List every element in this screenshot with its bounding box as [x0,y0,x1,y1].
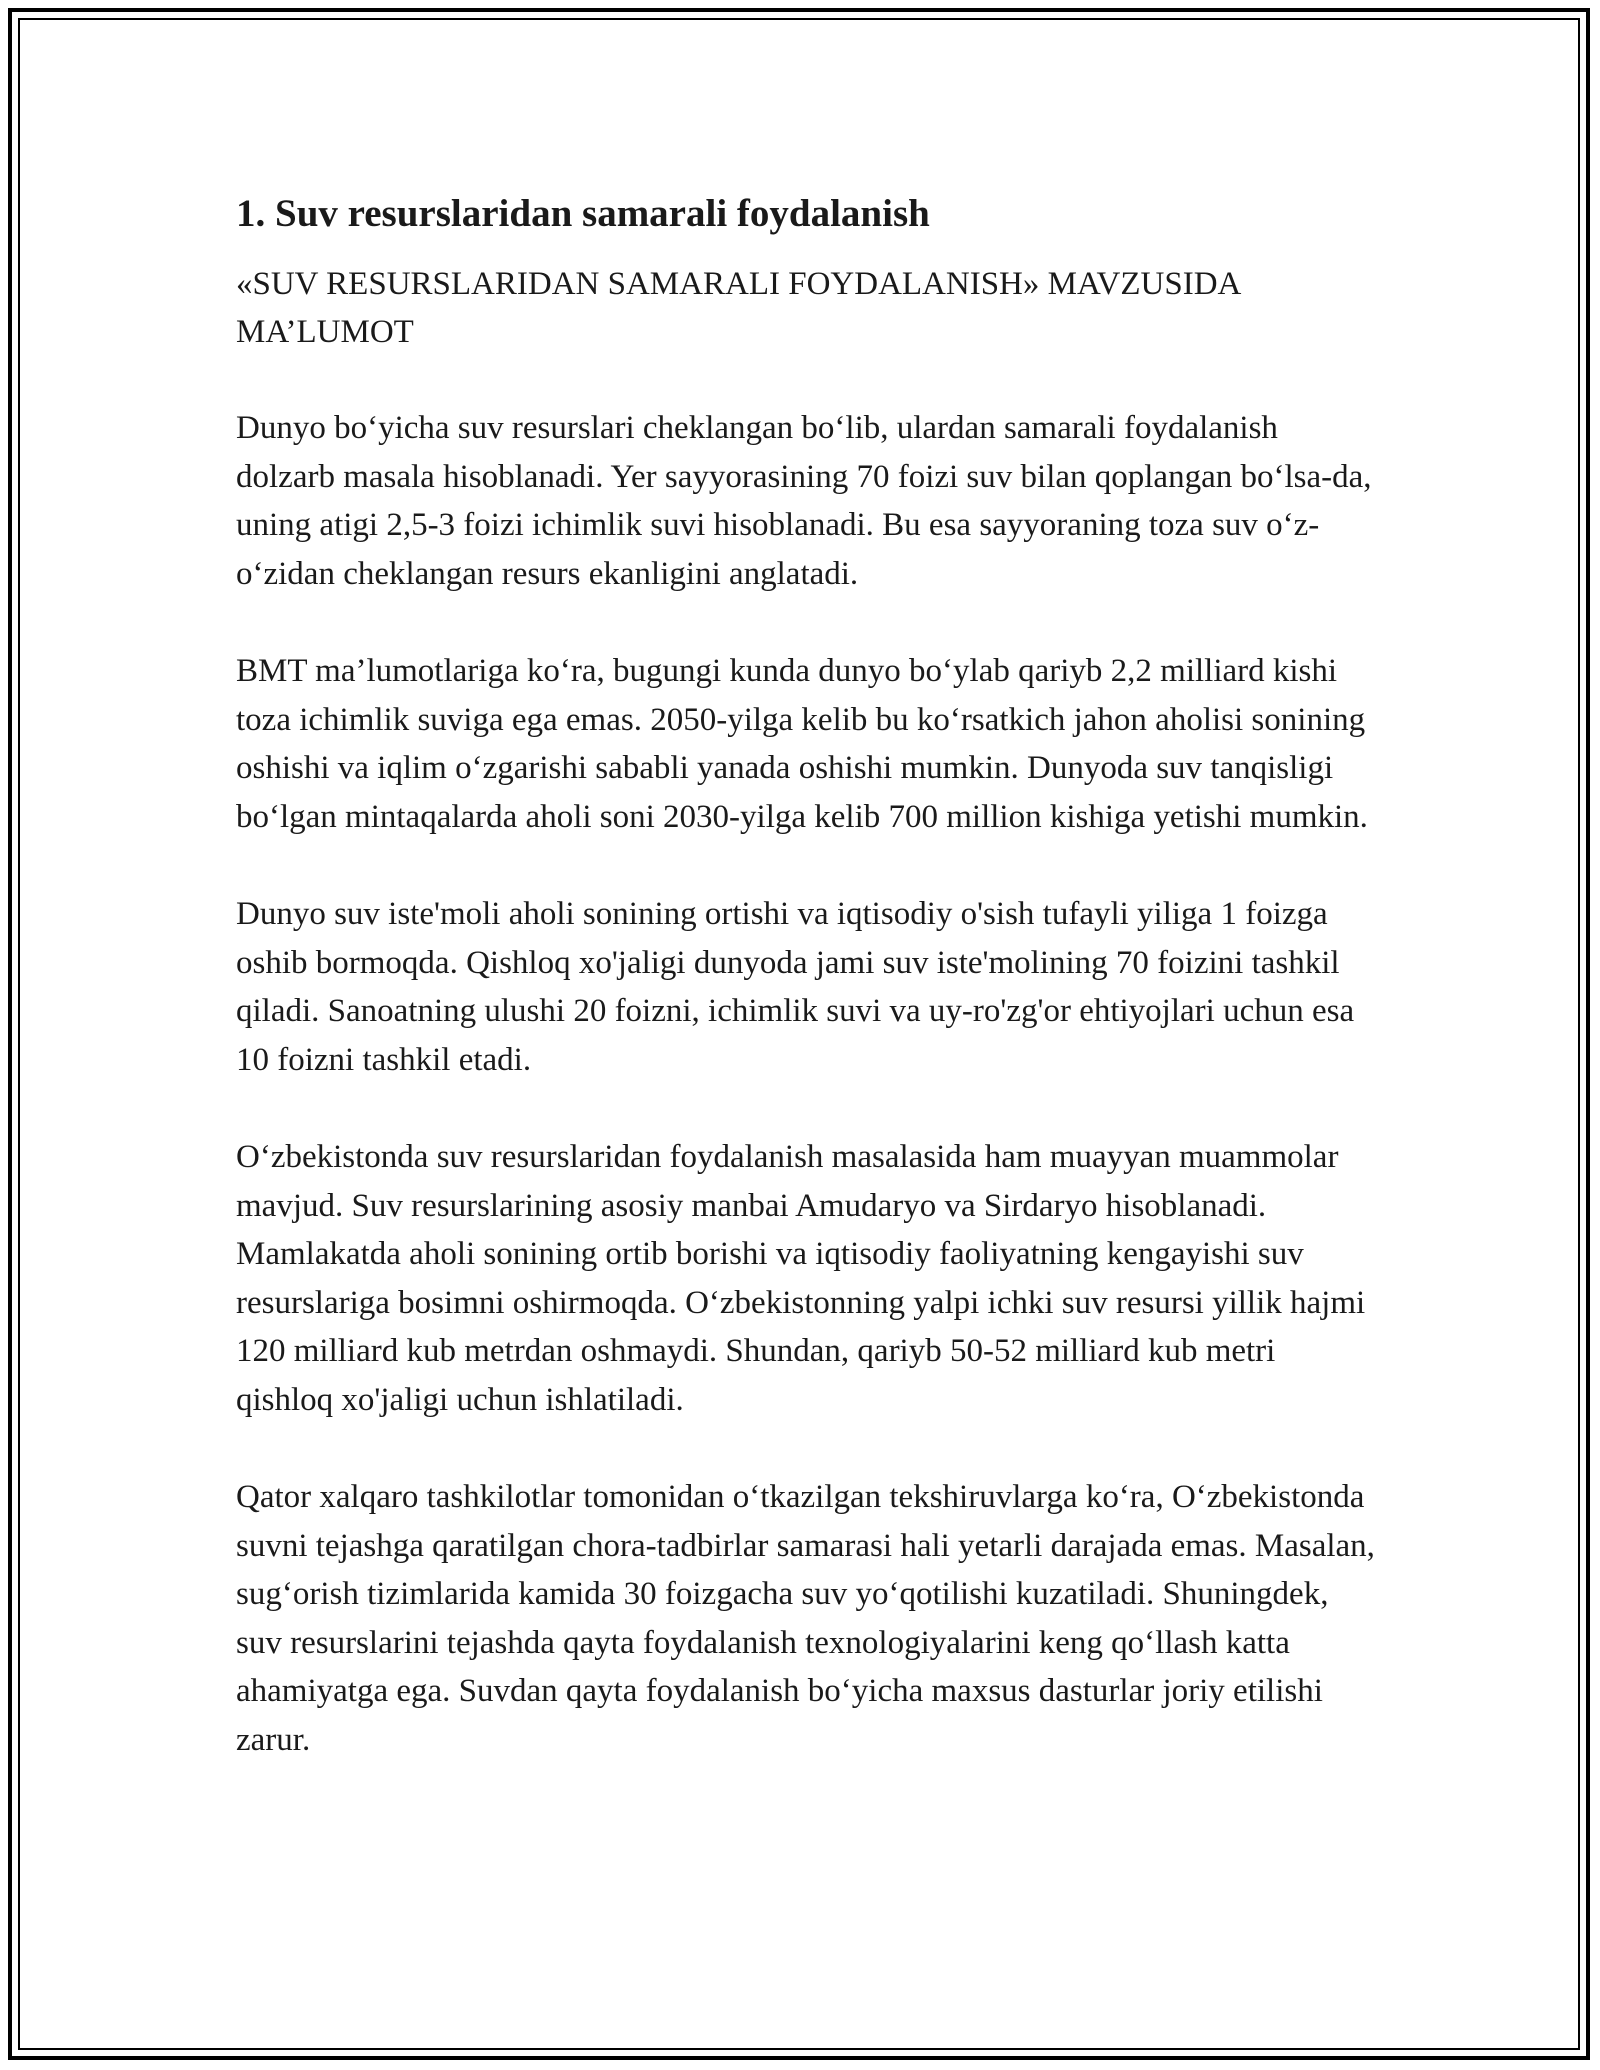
document-subtitle: «SUV RESURSLARIDAN SAMARALI FOYDALANISH» MAVZUSIDA MA’LUMOT [236,266,1240,350]
paragraph-1: Dunyo bo‘yicha suv resurslari cheklangan bo‘lib, ulardan samarali foydalanish dolzarb masala hisoblanadi. Yer sayyorasining 70 foizi suv bilan qoplangan bo‘lsa-da, uning atigi 2,5-3 foizi ichimlik suvi hisoblanadi. Bu esa sayyoraning toza suv o‘z-o‘zidan cheklangan resurs ekanligini anglatadi. [236,410,1372,592]
paragraph-4: O‘zbekistonda suv resurslaridan foydalanish masalasida ham muayyan muammolar mavjud. Suv resurslarining asosiy manbai Amudaryo va Sirdaryo hisoblanadi. Mamlakatda aholi sonining ortib borishi va iqtisodiy faoliyatning kengayishi suv resurslariga bosimni oshirmoqda. O‘zbekistonning yalpi ichki suv resursi yillik hajmi 120 milliard kub metrdan oshmaydi. Shundan, qariyb 50-52 milliard kub metri qishloq xo'jaligi uchun ishlatiladi. [236,1139,1366,1418]
document-title: 1. Suv resurslaridan samarali foydalanish [236,192,930,235]
document-body [236,186,1376,1813]
paragraph-5: Qator xalqaro tashkilotlar tomonidan o‘tkazilgan tekshiruvlarga ko‘ra, O‘zbekistonda suvni tejashga qaratilgan chora-tadbirlar samarasi hali yetarli darajada emas. Masalan, sug‘orish tizimlarida kamida 30 foizgacha suv yo‘qotilishi kuzatiladi. Shuningdek, suv resurslarini tejashda qayta foydalanish texnologiyalarini keng qo‘llash katta ahamiyatga ega. Suvdan qayta foydalanish bo‘yicha maxsus dasturlar joriy etilishi zarur. [236,1479,1375,1758]
paragraph-3: Dunyo suv iste'moli aholi sonining ortishi va iqtisodiy o'sish tufayli yiliga 1 foizga oshib bormoqda. Qishloq xo'jaligi dunyoda jami suv iste'molining 70 foizini tashkil qiladi. Sanoatning ulushi 20 foizni, ichimlik suvi va uy-ro'zg'or ehtiyojlari uchun esa 10 foizni tashkil etadi. [236,896,1355,1078]
paragraph-2: BMT ma’lumotlariga ko‘ra, bugungi kunda dunyo bo‘ylab qariyb 2,2 milliard kishi toza ichimlik suviga ega emas. 2050-yilga kelib bu ko‘rsatkich jahon aholisi sonining oshishi va iqlim o‘zgarishi sababli yanada oshishi mumkin. Dunyoda suv tanqisligi bo‘lgan mintaqalarda aholi soni 2030-yilga kelib 700 million kishiga yetishi mumkin. [236,653,1368,835]
